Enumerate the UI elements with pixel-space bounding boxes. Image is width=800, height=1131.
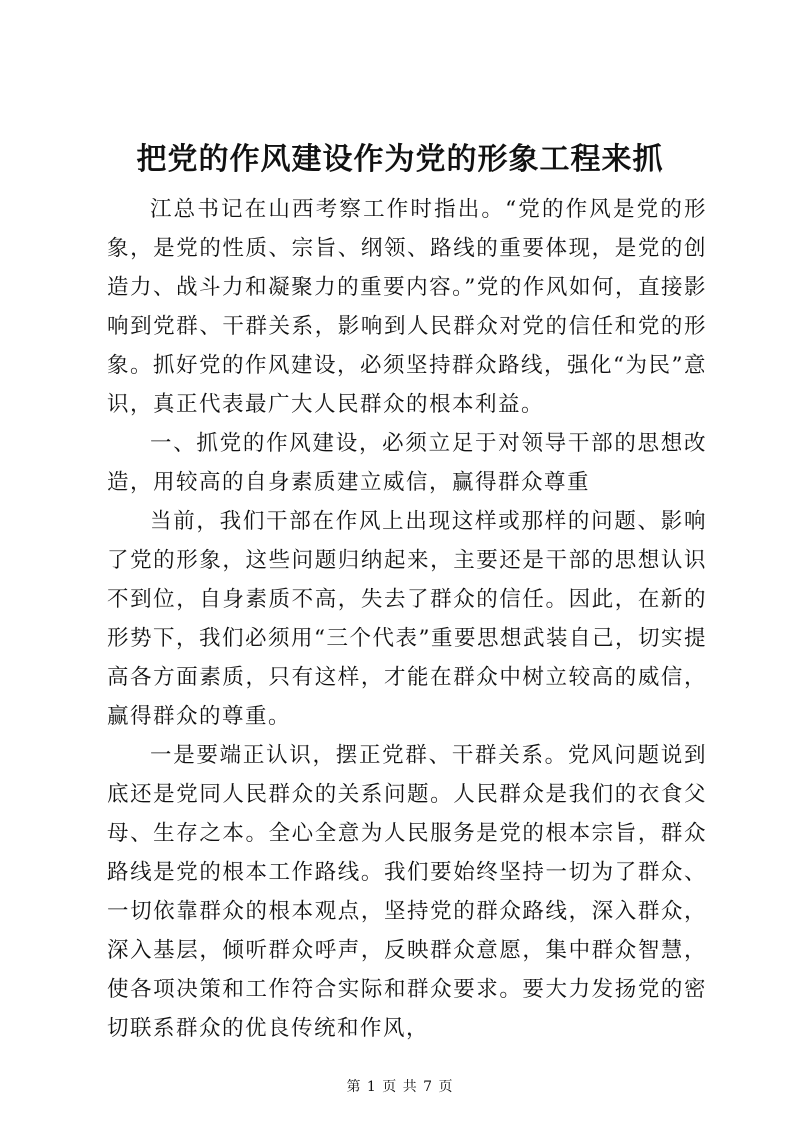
document-title: 把党的作风建设作为党的形象工程来抓	[136, 142, 664, 177]
paragraph: 江总书记在山西考察工作时指出。“党的作风是党的形象，是党的性质、宗旨、纲领、路线的重要体现，是党的创造力、战斗力和凝聚力的重要内容。”党的作风如何，直接影响到党群、干群关系，影响到人民群众对党的信任和党的形象。抓好党的作风建设，必须坚持群众路线，强化“为民”意识，真正代表最广大人民群众的根本利益。	[107, 197, 707, 417]
section-heading: 一、抓党的作风建设，必须立足于对领导干部的思想改造，用较高的自身素质建立威信，赢得群众尊重	[107, 431, 707, 495]
paragraph: 一是要端正认识，摆正党群、干群关系。党风问题说到底还是党同人民群众的关系问题。人民群众是我们的衣食父母、生存之本。全心全意为人民服务是党的根本宗旨，群众路线是党的根本工作路线。我们要始终坚持一切为了群众、一切依靠群众的根本观点，坚持党的群众路线，深入群众，深入基层，倾听群众呼声，反映群众意愿，集中群众智慧，使各项决策和工作符合实际和群众要求。要大力发扬党的密切联系群众的优良传统和作风，	[107, 743, 707, 1041]
page-footer: 第 1 页 共 7 页	[346, 1079, 454, 1095]
document-body	[107, 190, 707, 1048]
paragraph: 当前，我们干部在作风上出现这样或那样的问题、影响了党的形象，这些问题归纳起来，主要还是干部的思想认识不到位，自身素质不高，失去了群众的信任。因此，在新的形势下，我们必须用“三个代表”重要思想武装自己，切实提高各方面素质，只有这样，才能在群众中树立较高的威信，赢得群众的尊重。	[107, 509, 707, 729]
